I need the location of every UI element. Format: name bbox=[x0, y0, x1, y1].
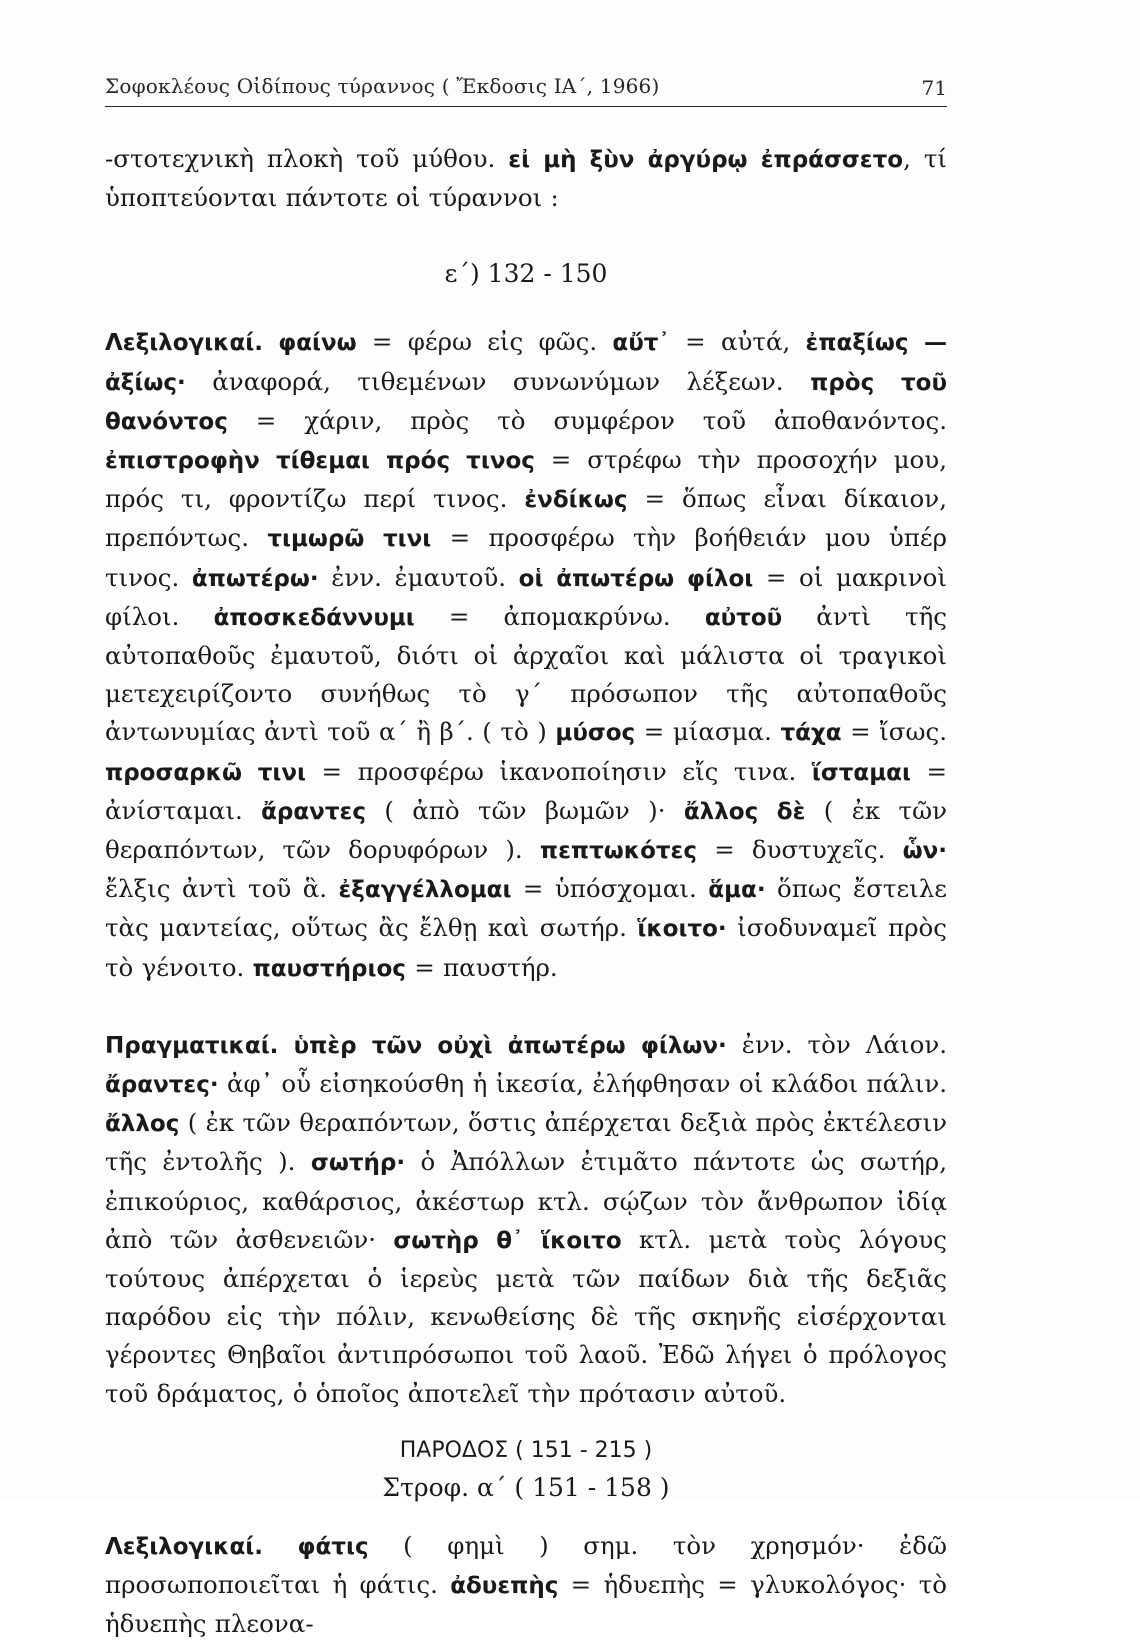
text-run: ( ἐκ τῶν θεραπόντων, ὅστις ἀπέρχεται δεξιὰ πρὸς ἐκτέλεσιν τῆς ἐντολῆς ). bbox=[105, 1108, 947, 1177]
text-run: = στρέφω τὴν προσοχήν μου, πρός τι, φροντίζω περί τινος. bbox=[105, 445, 947, 514]
text-run: ἰσοδυναμεῖ πρὸς τὸ γένοιτο. bbox=[105, 913, 947, 982]
bold-term: ἐπαξίως — ἀξίως· bbox=[105, 330, 947, 396]
bold-term: παυστήριος bbox=[252, 955, 406, 982]
text-run: = δυστυχεῖς. bbox=[697, 835, 903, 865]
bold-term: ἄλλος bbox=[105, 1111, 180, 1138]
bold-term: εἰ μὴ ξὺν ἀργύρῳ ἐπράσσετο bbox=[508, 147, 904, 173]
lexical-notes-paragraph bbox=[105, 323, 947, 987]
bold-term: ἄραντες· bbox=[105, 1072, 219, 1099]
text-run: = προσφέρω ἱκανοποίησιν εἴς τινα. bbox=[306, 756, 812, 786]
bold-term: ἀπωτέρω· bbox=[191, 565, 319, 592]
text-run: = μίασμα. bbox=[635, 717, 781, 747]
bold-term: πρὸς τοῦ θανόντος bbox=[105, 369, 947, 435]
text-run: ἀναφορά, τιθεμένων συνωνύμων λέξεων. bbox=[185, 366, 811, 396]
section-label-lexical: Λεξιλογικαί. bbox=[105, 1533, 263, 1560]
text-run: ὅπως ἔστειλε τὰς μαντείας, οὕτως ἂς ἔλθῃ καὶ σωτήρ. bbox=[105, 874, 947, 943]
text-run: ἔλξις ἀντὶ τοῦ ἃ. bbox=[105, 874, 339, 904]
page-number: 71 bbox=[921, 76, 947, 100]
section-label-lexical: Λεξιλογικαί. bbox=[105, 330, 263, 357]
text-run: ἐνν. ἐμαυτοῦ. bbox=[318, 562, 519, 592]
text-run: κτλ. μετὰ τοὺς λόγους τούτους ἀπέρχεται ὁ ἱερεὺς μετὰ τῶν παίδων διὰ τῆς δεξιᾶς παρόδου εἰς τὴν πόλιν, κενωθείσης δὲ τῆς σκηνῆς εἰσέρχονται γέροντες Θηβαῖοι ἀντιπρόσωποι τοῦ λαοῦ. Ἐδῶ λήγει ὁ πρόλογος τοῦ δράματος, ὁ ὁποῖος ἀποτελεῖ τὴν πρότασιν αὐτοῦ. bbox=[105, 1224, 947, 1408]
text-run: = ἡδυεπὴς = γλυκολόγος· τὸ ἡδυεπὴς πλεονα- bbox=[105, 1570, 947, 1639]
text-run: ἐνν. τὸν Λάιον. bbox=[726, 1029, 948, 1059]
bold-term: προσαρκῶ τινι bbox=[105, 759, 306, 786]
page-body bbox=[105, 140, 947, 1644]
bold-term: ὧν· bbox=[902, 838, 947, 865]
parodos-heading: ΠΑΡΟΔΟΣ ( 151 - 215 ) bbox=[399, 1437, 653, 1463]
text-run: = οἱ μακρινοὶ φίλοι. bbox=[105, 562, 947, 631]
factual-notes-paragraph bbox=[105, 1026, 947, 1413]
strophe-heading: Στροφ. α΄ ( 151 - 158 ) bbox=[382, 1472, 670, 1502]
bold-term: ἀποσκεδάννυμι bbox=[213, 604, 415, 631]
section-label-factual: Πραγματικαί. ὑπὲρ τῶν οὐχὶ ἀπωτέρω φίλων· bbox=[105, 1032, 727, 1059]
bold-term: ἐπιστροφὴν τίθεμαι πρός τινος bbox=[105, 448, 535, 475]
bold-term: ἵσταμαι bbox=[811, 759, 911, 786]
bold-term: ἵκοιτο· bbox=[637, 916, 727, 943]
bold-term: σωτὴρ θ᾽ ἵκοιτο bbox=[393, 1227, 622, 1254]
section-heading-eps: ε΄) 132 - 150 bbox=[444, 259, 608, 289]
bold-term: αὐτοῦ bbox=[704, 604, 783, 631]
bold-term: ἄλλος δὲ bbox=[683, 798, 806, 825]
bold-term: ἄραντες bbox=[261, 798, 366, 825]
text-run: = αὐτά, bbox=[669, 327, 806, 357]
bold-term: οἱ ἀπωτέρω φίλοι bbox=[518, 565, 754, 592]
text-run: ἀφ᾽ οὗ εἰσηκούσθη ἡ ἱκεσία, ἐλήφθησαν οἱ κλάδοι πάλιν. bbox=[218, 1069, 947, 1099]
text-run: = ὑπόσχομαι. bbox=[511, 874, 709, 904]
bold-term: τιμωρῶ τινι bbox=[267, 526, 432, 553]
text-run: = ἀπομακρύνω. bbox=[414, 601, 705, 631]
text-run: = ὅπως εἶναι δίκαιον, πρεπόντως. bbox=[105, 484, 947, 553]
text-run: -στοτεχνικὴ πλοκὴ τοῦ μύθου. bbox=[105, 144, 509, 173]
bold-term: φάτις bbox=[297, 1533, 369, 1560]
bold-term: μύσος bbox=[555, 720, 636, 747]
bold-term: ἐνδίκως bbox=[524, 487, 628, 514]
bold-term: τάχα bbox=[780, 720, 842, 747]
text-run: ἀντὶ τῆς αὐτοπαθοῦς ἐμαυτοῦ, διότι οἱ ἀρχαῖοι καὶ μάλιστα οἱ τραγικοὶ μετεχειρίζοντο συνήθως τὸ γ΄ πρόσωπον τῆς αὐτοπαθοῦς ἀντωνυμίας ἀντὶ τοῦ α΄ ἢ β΄. ( τὸ ) bbox=[105, 601, 947, 747]
text-run: = ἴσως. bbox=[841, 717, 948, 747]
text-run: , τί ὑποπτεύονται πάντοτε οἱ τύραννοι : bbox=[105, 144, 947, 213]
text-run: = παυστήρ. bbox=[405, 952, 558, 982]
bold-term: ἅμα· bbox=[708, 877, 766, 904]
bold-term: σωτήρ· bbox=[310, 1150, 406, 1177]
running-title: Σοφοκλέους Οἰδίπους τύραννος ( Ἔκδοσις ΙΑ΄, 1966) bbox=[105, 74, 660, 98]
lexical-notes-paragraph-2 bbox=[105, 1527, 947, 1644]
bold-term: ἐξαγγέλλομαι bbox=[338, 877, 512, 904]
text-run: ( ἀπὸ τῶν βωμῶν )· bbox=[365, 795, 684, 825]
text-run: = φέρω εἰς φῶς. bbox=[356, 327, 613, 357]
text-run: = χάριν, πρὸς τὸ συμφέρον τοῦ ἀποθανόντος. bbox=[227, 405, 947, 435]
text-run: ὁ Ἀπόλλων ἐτιμᾶτο πάντοτε ὡς σωτήρ, ἐπικούριος, καθάρσιος, ἀκέστωρ κτλ. σῴζων τὸν ἄνθρωπον ἰδίᾳ ἀπὸ τῶν ἀσθενειῶν· bbox=[105, 1147, 947, 1254]
text-run: = προσφέρω τὴν βοήθειάν μου ὑπέρ τινος. bbox=[105, 523, 947, 592]
running-header bbox=[105, 72, 947, 107]
bold-term: φαίνω bbox=[278, 330, 357, 357]
intro-paragraph bbox=[105, 140, 947, 217]
bold-term: αὔτ᾽ bbox=[612, 330, 670, 357]
bold-term: πεπτωκότες bbox=[539, 838, 697, 865]
text-run: ( ἐκ τῶν θεραπόντων, τῶν δορυφόρων ). bbox=[105, 795, 947, 865]
text-run: ( φημὶ ) σημ. τὸν χρησμόν· ἐδῶ προσωποποιεῖται ἡ φάτις. bbox=[105, 1530, 948, 1600]
text-run: = ἀνίσταμαι. bbox=[105, 756, 947, 825]
bold-term: ἀδυεπὴς bbox=[450, 1573, 559, 1600]
